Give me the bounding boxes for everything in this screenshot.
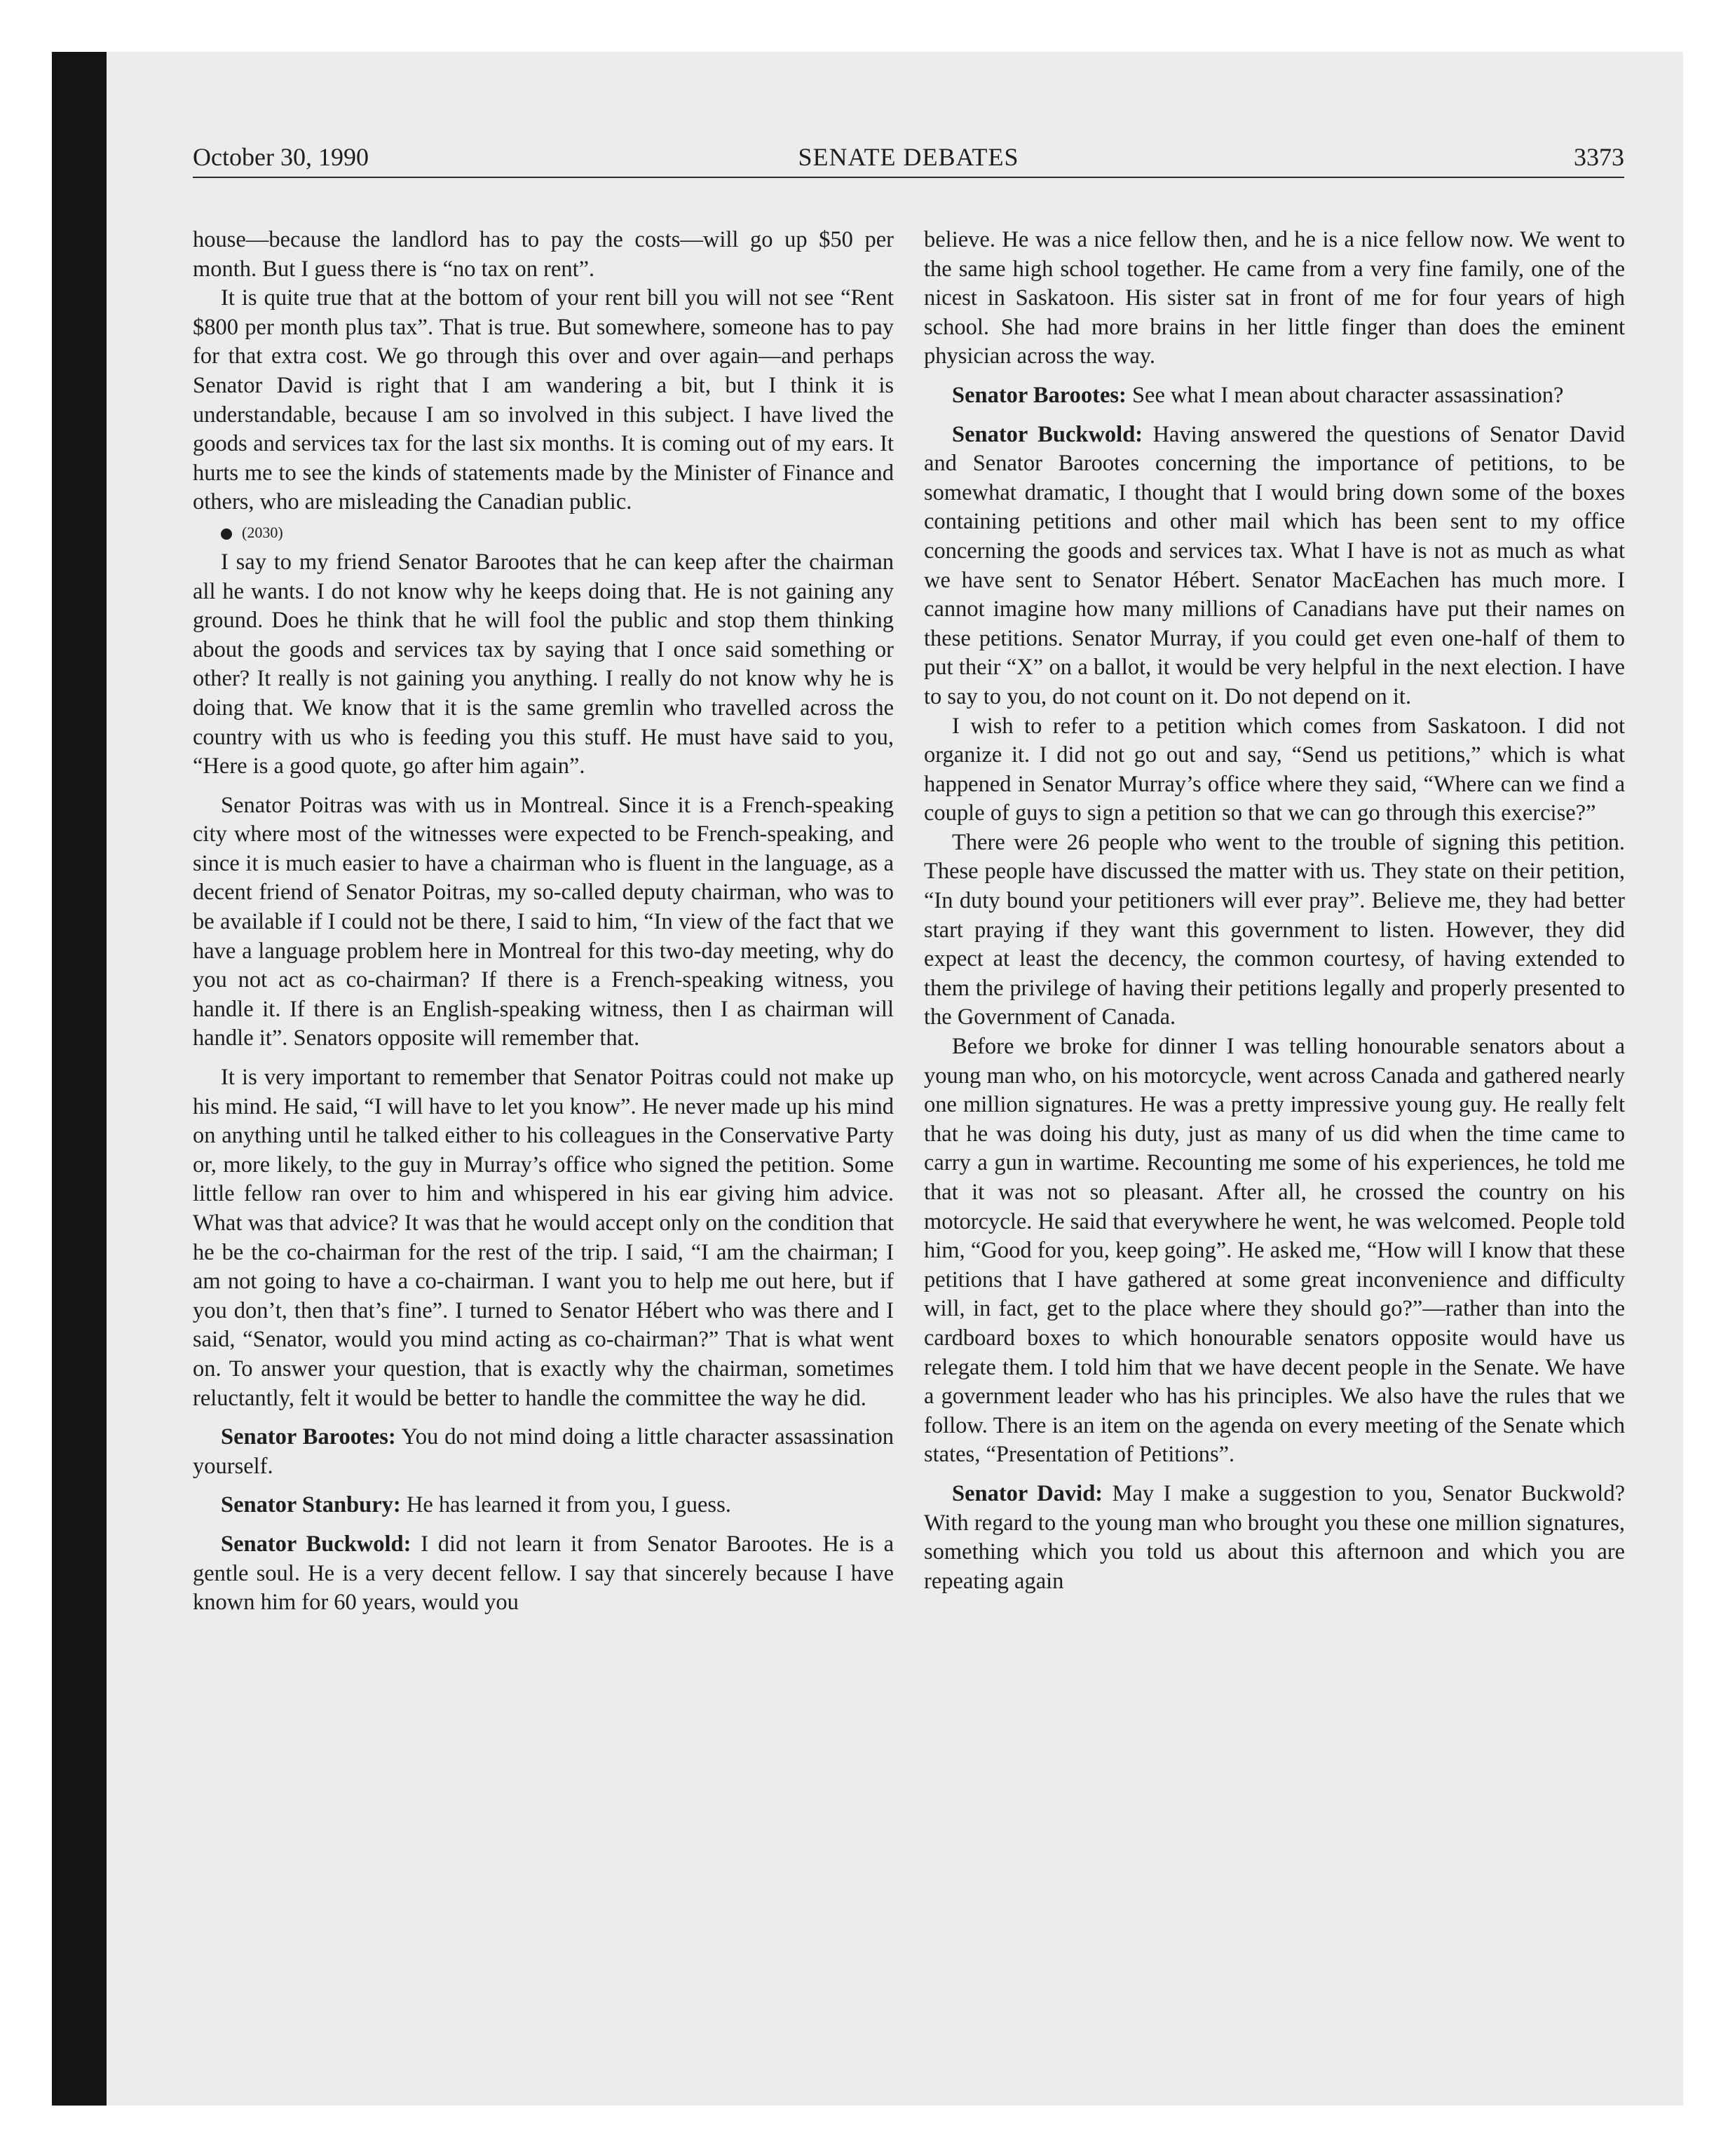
speech xyxy=(193,1491,894,1520)
bullet-icon xyxy=(221,528,232,540)
speech xyxy=(924,1480,1625,1596)
speech-text: Having answered the questions of Senator David and Senator Barootes concerning the importance of petitions, to be somewhat dramatic, I thought that I would bring down some of the boxes containing petitions and other mail which has been sent to my office concerning the goods and services tax. What I have is not as much as what we have sent to Senator Hébert. Senator MacEachen has much more. I cannot imagine how many millions of Canadians have put their names on these petitions. Senator Murray, if you could get even one-half of them to put their “X” on a ballot, it would be very helpful in the next election. I have to say to you, do not count on it. Do not depend on it. xyxy=(924,421,1625,709)
header-date: October 30, 1990 xyxy=(193,143,369,171)
header-title: SENATE DEBATES xyxy=(798,143,1019,171)
paragraph: believe. He was a nice fellow then, and he is a nice fellow now. We went to the same high school together. He came from a very fine family, one of the nicest in Saskatoon. His sister sat in front of me for four years of high school. She had more brains in her little finger than does the eminent physician across the way. xyxy=(924,227,1625,369)
speech-text: May I make a suggestion to you, Senator Buckwold? With regard to the young man who brought you these one million signatures, something which you told us about this afternoon and which you are repeating again xyxy=(924,1480,1625,1594)
speaker-name: Senator Buckwold: xyxy=(221,1531,411,1557)
time-marker-label: (2030) xyxy=(242,523,283,541)
speaker-name: Senator Barootes: xyxy=(952,382,1127,408)
speech-text: He has learned it from you, I guess. xyxy=(400,1492,731,1518)
speech xyxy=(924,381,1625,411)
paragraph: house—because the landlord has to pay the costs—will go up $50 per month. But I guess there is “no tax on rent”. xyxy=(193,227,894,282)
paragraph: It is quite true that at the bottom of your rent bill you will not see “Rent $800 per month plus tax”. That is true. But somewhere, someone has to pay for that extra cost. We go through this over and over again—and perhaps Senator David is right that I am wandering a bit, but I think it is understandable, because I am so involved in this subject. I have lived the goods and services tax for the last six months. It is coming out of my ears. It hurts me to see the kinds of statements made by the Minister of Finance and others, who are misleading the Canadian public. xyxy=(193,285,894,515)
paragraph: There were 26 people who went to the trouble of signing this petition. These people have discussed the matter with us. They state on their petition, “In duty bound your petitioners will ever pray”. Believe me, they had better start praying if they want this government to listen. However, they did expect at least the decency, the common courtesy, of having extended to them the privilege of having their petitions legally and properly presented to the Government of Canada. xyxy=(924,829,1625,1030)
speech xyxy=(924,421,1625,712)
paragraph: I wish to refer to a petition which comes from Saskatoon. I did not organize it. I did not go out and say, “Send us petitions,” which is what happened in Senator Murray’s office where they said, “Where can we find a couple of guys to sign a petition so that we can go through this exercise?” xyxy=(924,713,1625,826)
speaker-name: Senator Barootes: xyxy=(221,1424,396,1450)
time-marker xyxy=(193,517,894,548)
page-number: 3373 xyxy=(1574,143,1624,171)
right-column xyxy=(924,226,1625,1596)
speaker-name: Senator Buckwold: xyxy=(952,421,1143,447)
speech-text: I did not learn it from Senator Barootes. He is a gentle soul. He is a very decent fellow. I say that sincerely because I have known him for 60 years, would you xyxy=(193,1531,894,1616)
scan-binding-edge xyxy=(52,52,107,2106)
paragraph: It is very important to remember that Senator Poitras could not make up his mind. He said, “I will have to let you know”. He never made up his mind on anything until he talked either to his colleagues in the Conservative Party or, more likely, to the guy in Murray’s office who signed the petition. Some little fellow ran over to him and whispered in his ear giving him advice. What was that advice? It was that he would accept only on the condition that he be the co-chairman for the rest of the trip. I said, “I am the chairman; I am not going to have a co-chairman. I want you to help me out here, but if you don’t, then that’s fine”. I turned to Senator Hébert who was there and I said, “Senator, would you mind acting as co-chairman?” That is what went on. To answer your question, that is exactly why the chairman, sometimes reluctantly, felt it would be better to handle the committee the way he did. xyxy=(193,1065,894,1411)
speech xyxy=(193,1530,894,1618)
paragraph: Before we broke for dinner I was telling honourable senators about a young man who, on his motorcycle, went across Canada and gathered nearly one million signatures. He was a pretty impressive young guy. He really felt that he was doing his duty, just as many of us did when the time came to carry a gun in wartime. Recounting me some of his experiences, he told me that it was not so pleasant. After all, he crossed the country on his motorcycle. He said that everywhere he went, he was welcomed. People told him, “Good for you, keep going”. He asked me, “How will I know that these petitions that I have gathered at some great inconvenience and difficulty will, in fact, get to the place where they should go?”—rather than into the cardboard boxes to which honourable senators opposite would have us relegate them. I told him that we have decent people in the Senate. We have a government leader who has his principles. We also have the rules that we follow. There is an item on the agenda on every meeting of the Senate which states, “Presentation of Petitions”. xyxy=(924,1034,1625,1468)
speech-text: You do not mind doing a little character assassination yourself. xyxy=(193,1424,894,1479)
speech-text: See what I mean about character assassination? xyxy=(1126,382,1564,408)
speaker-name: Senator Stanbury: xyxy=(221,1492,401,1518)
paragraph: Senator Poitras was with us in Montreal. Since it is a French-speaking city where most of the witnesses were expected to be French-speaking, and since it is much easier to have a chairman who is fluent in the language, as a decent friend of Senator Poitras, my so-called deputy chairman, who was to be available if I could not be there, I said to him, “In view of the fact that we have a language problem here in Montreal for this two-day meeting, why do you not act as co-chairman? If there is a French-speaking witness, you handle it. If there is an English-speaking witness, then I as chairman will handle it”. Senators opposite will remember that. xyxy=(193,792,894,1051)
left-column xyxy=(193,226,894,1618)
speaker-name: Senator David: xyxy=(952,1480,1103,1506)
paragraph: I say to my friend Senator Barootes that he can keep after the chairman all he wants. I do not know why he keeps doing that. He is not gaining any ground. Does he think that he will fool the public and stop them thinking about the goods and services tax by saying that I once said something or other? It really is not gaining you anything. I really do not know why he is doing that. We know that it is the same gremlin who travelled across the country with us who is feeding you this stuff. He must have said to you, “Here is a good quote, go after him again”. xyxy=(193,549,894,779)
speech xyxy=(193,1423,894,1481)
running-header xyxy=(193,137,1624,178)
